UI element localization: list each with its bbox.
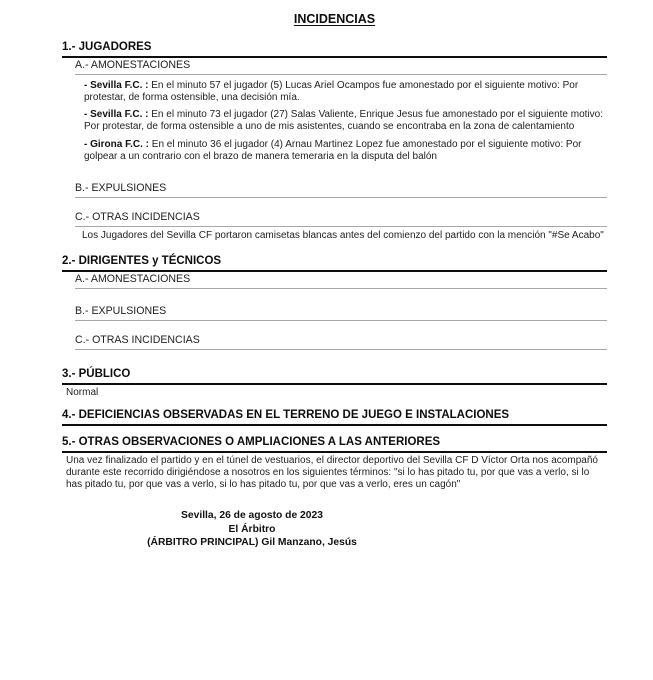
subsection-otras-incidencias-dirigentes: C.- OTRAS INCIDENCIAS <box>75 334 607 350</box>
signature-block <box>62 509 442 550</box>
observaciones-text: Una vez finalizado el partido y en el túnel de vestuarios, el director deportivo del Sevilla CF D Víctor Orta nos acompañó durante este recorrido dirigiéndose a nosotros en los siguientes términos: "si lo has pitado tu, por que vas a verlo, si lo has pitado tu, por que vas a verlo, si lo has pitado tu, por que vas a verlo, eres un cagón" <box>66 455 598 490</box>
section-deficiencias <box>62 409 607 426</box>
subsection-otras-incidencias-jugadores: C.- OTRAS INCIDENCIAS <box>75 211 607 227</box>
section-publico-heading: 3.- PÚBLICO <box>62 368 607 385</box>
section-dirigentes <box>62 255 607 350</box>
team-label: - Sevilla F.C. : <box>84 80 149 91</box>
team-label: - Sevilla F.C. : <box>84 109 149 120</box>
section-jugadores <box>62 41 607 242</box>
booking-text: En el minuto 57 el jugador (5) Lucas Ariel Ocampos fue amonestado por el siguiente motivo: Por protestar, de forma ostensible, una decisión mía. <box>84 80 579 103</box>
section-observaciones-heading: 5.- OTRAS OBSERVACIONES O AMPLIACIONES A LAS ANTERIORES <box>62 436 607 453</box>
subsection-amonestaciones-jugadores: A.- AMONESTACIONES <box>75 59 607 75</box>
otras-incidencias-text: Los Jugadores del Sevilla CF portaron camisetas blancas antes del comienzo del partido con la mención "#Se Acabo" <box>82 230 604 241</box>
subsection-expulsiones-jugadores: B.- EXPULSIONES <box>75 182 607 198</box>
subsection-expulsiones-dirigentes: B.- EXPULSIONES <box>75 305 607 321</box>
booking-item <box>84 80 607 104</box>
subsection-amonestaciones-dirigentes: A.- AMONESTACIONES <box>75 273 607 289</box>
section-dirigentes-heading: 2.- DIRIGENTES y TÉCNICOS <box>62 255 607 272</box>
section-publico <box>62 368 607 399</box>
signature-referee-name: (ÁRBITRO PRINCIPAL) Gil Manzano, Jesús <box>147 537 357 548</box>
section-deficiencias-heading: 4.- DEFICIENCIAS OBSERVADAS EN EL TERRENO DE JUEGO E INSTALACIONES <box>62 409 607 426</box>
section-observaciones <box>62 436 607 491</box>
booking-text: En el minuto 73 el jugador (27) Salas Valiente, Enrique Jesus fue amonestado por el siguiente motivo: Por protestar, de forma ostensible a uno de mis asistentes, cuando se encontraba en la zona de calentamiento <box>84 109 603 132</box>
team-label: - Girona F.C. : <box>84 139 149 150</box>
booking-text: En el minuto 36 el jugador (4) Arnau Martinez Lopez fue amonestado por el siguiente motivo: Por golpear a un contrario con el brazo de manera temeraria en la disputa del balón <box>84 139 582 162</box>
document-title-text: INCIDENCIAS <box>293 12 376 26</box>
document-title <box>62 12 607 27</box>
section-jugadores-heading: 1.- JUGADORES <box>62 41 607 58</box>
booking-item <box>84 109 607 133</box>
signature-place-date: Sevilla, 26 de agosto de 2023 <box>181 510 323 521</box>
publico-text: Normal <box>66 387 99 398</box>
signature-role: El Árbitro <box>228 523 276 535</box>
booking-item <box>84 139 607 163</box>
